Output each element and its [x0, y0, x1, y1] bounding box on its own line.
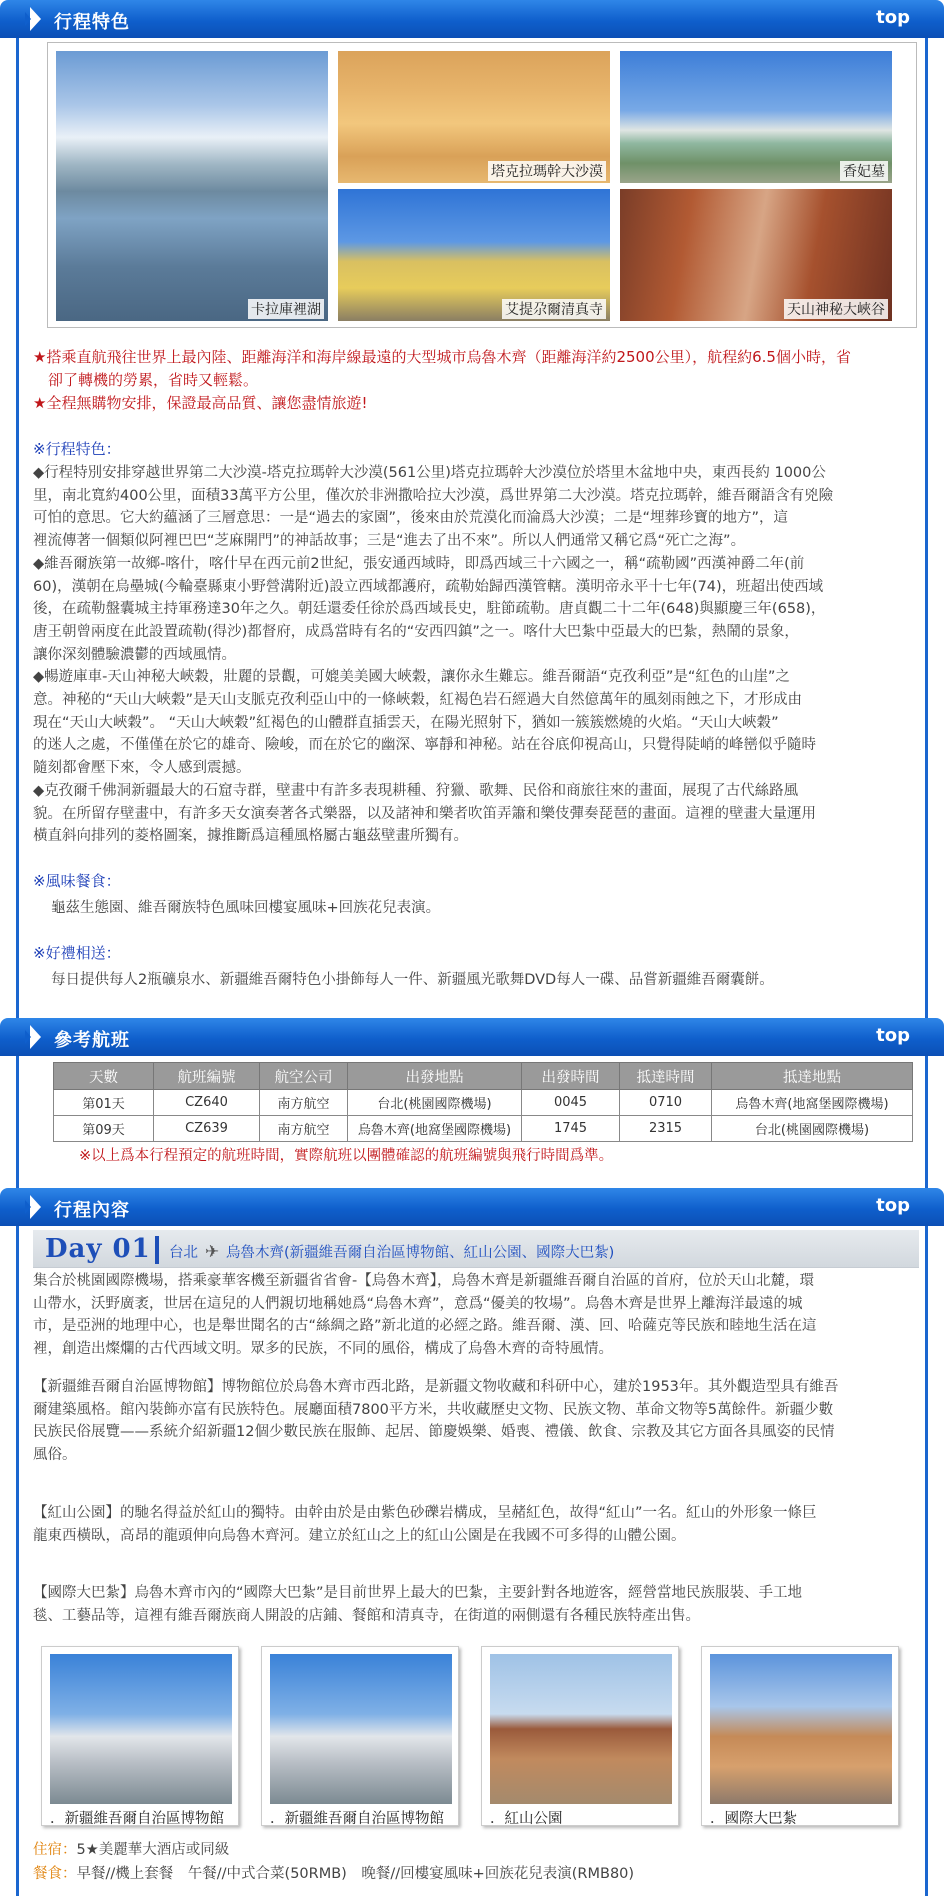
photo-tianshan-canyon: [620, 189, 892, 321]
column-header: 天數: [54, 1063, 154, 1090]
thumb-red-hill-park: [481, 1646, 679, 1826]
table-cell: 台北(桃園國際機場): [348, 1090, 522, 1116]
features-text-line: 唐王朝曾兩度在此設置疏勒(得沙)都督府，成爲當時有名的“安西四鎮”之一。喀什大巴紮中亞最大的巴紮，熱鬧的景象，: [33, 623, 799, 640]
features-text-line: 意。神秘的“天山大峽穀”是天山支脈克孜利亞山中的一條峽穀，紅褐色岩石經過大自然億萬年的風刻雨蝕之下，才形成由: [33, 692, 803, 709]
table-cell: 南方航空: [260, 1090, 348, 1116]
lodging-key: 住宿：: [33, 1842, 77, 1858]
day-paragraph: [33, 1270, 909, 1361]
features-text-line: 橫直斜向排列的菱格圖案，據推斷爲這種風格屬古龜茲壁畫所獨有。: [33, 828, 468, 845]
day-paragraph-line: 市，是亞洲的地理中心，也是舉世聞名的古“絲綢之路”新北道的必經之路。維吾爾、漢、回、哈薩克等民族和睦地生活在這: [33, 1318, 817, 1335]
column-header: 航班編號: [154, 1063, 260, 1090]
photo-idkah-mosque: [338, 189, 610, 321]
features-section-title: 行程特色: [54, 12, 130, 33]
features-text-line: ◆行程特別安排穿越世界第二大沙漠-塔克拉瑪幹大沙漠(561公里)塔克拉瑪幹大沙漠位於塔里木盆地中央，東西長約 1000公: [33, 465, 826, 481]
flights-section-title: 參考航班: [54, 1030, 130, 1051]
photo-caption: 香妃墓: [840, 161, 888, 181]
route-destination: 烏魯木齊(新疆維吾爾自治區博物館、紅山公園、國際大巴紮): [226, 1245, 615, 1261]
column-header: 抵達地點: [712, 1063, 913, 1090]
thumb-museum-front: [261, 1646, 459, 1826]
gift-text: 每日提供每人2瓶礦泉水、新疆維吾爾特色小掛飾每人一件、新疆風光歌舞DVD每人一碟、品嘗新疆維吾爾囊餅。: [51, 972, 774, 988]
day-paragraph-line: 【新疆維吾爾自治區博物館】博物館位於烏魯木齊市西北路，是新疆文物收藏和科研中心，建於1953年。其外觀造型具有維吾: [33, 1379, 839, 1395]
red-hill-photo: [490, 1654, 672, 1804]
day-paragraph-line: 裡，創造出燦爛的古代西域文明。眾多的民族，不同的風俗，構成了烏魯木齊的奇特風情。: [33, 1341, 613, 1358]
features-text-line: 60)，漢朝在烏壘城(今輪臺縣東小野營溝附近)設立西域都護府，疏勒始歸西漢管轄。漢明帝永平十七年(74)，班超出使西域: [33, 578, 824, 595]
museum-photo: [50, 1654, 232, 1804]
bazaar-photo: [710, 1654, 892, 1804]
table-cell: 烏魯木齊(地窩堡國際機場): [348, 1116, 522, 1142]
museum-front-photo: [270, 1654, 452, 1804]
lodging-value: 5★美麗華大酒店或同級: [76, 1842, 230, 1858]
day-paragraph-line: 風俗。: [33, 1447, 77, 1464]
itinerary-section-header: [0, 1188, 944, 1226]
flights-section-body: [16, 1056, 928, 1188]
day-paragraph-line: 山帶水，沃野廣袤，世居在這兒的人們親切地稱她爲“烏魯木齊”，意爲“優美的牧場”。烏魯木齊是世界上離海洋最遠的城: [33, 1295, 803, 1312]
airplane-icon: ✈: [204, 1242, 220, 1262]
features-section-header: [0, 0, 944, 38]
features-text-line: 讓你深刻體驗濃鬱的西域風情。: [33, 646, 236, 663]
photo-caption: 天山神秘大峽谷: [784, 299, 888, 319]
column-header: 出發地點: [348, 1063, 522, 1090]
table-cell: 0045: [522, 1090, 620, 1116]
features-text-line: 可怕的意思。它大約蘊涵了三層意思：一是“過去的家園”，後來由於荒漠化而淪爲大沙漠；二是“埋葬珍寶的地方”，這: [33, 510, 789, 527]
features-text-line: 隨刻都會壓下來，令人感到震撼。: [33, 760, 251, 777]
table-row: [54, 1090, 913, 1116]
highlight-line: ★全程無購物安排，保證最高品質、讓您盡情旅遊!: [33, 394, 368, 412]
column-header: 抵達時間: [620, 1063, 712, 1090]
day-separator: [155, 1236, 159, 1264]
table-cell: 0710: [620, 1090, 712, 1116]
features-text-line: 現在“天山大峽穀”。 “天山大峽穀”紅褐色的山體群直插雲天，在陽光照射下，猶如一簇簇燃燒的火焰。“天山大峽穀”: [33, 714, 779, 731]
day-paragraph: [33, 1582, 909, 1627]
chevron-right-icon: [30, 1195, 41, 1219]
table-cell: 第01天: [54, 1090, 154, 1116]
lodging-line: [33, 1838, 229, 1859]
back-to-top-link[interactable]: top: [876, 7, 910, 28]
food-heading: ※風味餐食：: [33, 872, 121, 890]
chevron-right-icon: [30, 7, 41, 31]
features-section-body: [16, 38, 928, 1018]
back-to-top-link[interactable]: top: [876, 1195, 910, 1216]
photo-karakul-lake: [56, 51, 328, 321]
photo-xiangfei-tomb: [620, 51, 892, 183]
thumb-label: ．紅山公園: [490, 1811, 563, 1827]
day-paragraph: [33, 1502, 909, 1547]
day-paragraph-line: 毯、工藝品等，這裡有維吾爾族商人開設的店鋪、餐館和清真寺，在街道的兩側還有各種民族特產出售。: [33, 1607, 700, 1624]
features-text-line: 後，在疏勒盤囊城主持軍務達30年之久。朝廷還委任徐於爲西域長史，駐節疏勒。唐貞觀二十二年(648)與顯慶三年(658)，: [33, 601, 826, 618]
meals-line: [33, 1862, 634, 1883]
photo-taklamakan-desert: [338, 51, 610, 183]
flight-note: ※以上爲本行程預定的航班時間，實際航班以團體確認的航班編號與飛行時間爲準。: [79, 1148, 614, 1164]
chevron-right-icon: [30, 1025, 41, 1049]
flight-table-header-row: [54, 1063, 913, 1090]
features-text-line: ◆克孜爾千佛洞新疆最大的石窟寺群，壁畫中有許多表現耕種、狩獵、歌舞、民俗和商旅往來的畫面，展現了古代絲路風: [33, 782, 799, 799]
features-text-line: ◆維吾爾族第一故鄉-喀什，喀什早在西元前2世紀，張安通西域時，即爲西域三十六國之一，稱“疏勒國”西漢神爵二年(前: [33, 555, 805, 572]
day-paragraph-line: 【紅山公園】的馳名得益於紅山的獨特。由幹由於是由紫色砂礫岩構成，呈赭紅色，故得“紅山”一名。紅山的外形象一條巨: [33, 1505, 817, 1521]
features-text-line: 裡流傳著一個類似阿裡巴巴“芝麻開門”的神話故事；三是“進去了出不來”。所以人們通常又稱它爲“死亡之海”。: [33, 533, 746, 550]
day-label: Day 01: [45, 1234, 151, 1264]
column-header: 出發時間: [522, 1063, 620, 1090]
table-cell: CZ639: [154, 1116, 260, 1142]
thumb-museum: [41, 1646, 239, 1826]
day-paragraph-line: 【國際大巴紮】烏魯木齊市內的“國際大巴紮”是目前世界上最大的巴紮，主要針對各地遊客，經營當地民族服裝、手工地: [33, 1585, 803, 1601]
features-text: [33, 462, 909, 848]
table-cell: 烏魯木齊(地窩堡國際機場): [712, 1090, 913, 1116]
features-heading: ※行程特色：: [33, 440, 121, 458]
day-paragraph-line: 爾建築風格。館內裝飾亦富有民族特色。展廳面積7800平方米，共收藏歷史文物、民族文物、革命文物等5萬餘件。新疆少數: [33, 1401, 834, 1418]
food-text: 龜茲生態園、維吾爾族特色風味回樓宴風味+回族花兒表演。: [51, 900, 441, 916]
column-header: 航空公司: [260, 1063, 348, 1090]
day-paragraph: [33, 1376, 909, 1467]
table-cell: 南方航空: [260, 1116, 348, 1142]
gift-heading: ※好禮相送：: [33, 944, 121, 962]
photo-collage: [47, 42, 917, 328]
meals-value: 早餐//機上套餐 午餐//中式合菜(50RMB) 晚餐//回樓宴風味+回族花兒表演(RMB80): [76, 1866, 635, 1882]
day-paragraph-line: 民族民俗展覽——系統介紹新疆12個少數民族在服飾、起居、節慶娛樂、婚喪、禮儀、飲食、宗教及其它方面各具風姿的民情: [33, 1424, 835, 1441]
features-text-line: 里，南北寬約400公里，面積33萬平方公里，僅次於非洲撒哈拉大沙漠，爲世界第二大沙漠。塔克拉瑪幹，維吾爾語含有兇險: [33, 487, 834, 504]
thumb-label: ．新疆維吾爾自治區博物館: [270, 1811, 444, 1827]
flights-section-header: [0, 1018, 944, 1056]
meals-key: 餐食：: [33, 1866, 77, 1882]
day-route: [169, 1241, 614, 1262]
table-cell: 2315: [620, 1116, 712, 1142]
thumb-label: ．新疆維吾爾自治區博物館: [50, 1811, 224, 1827]
features-text-line: 的迷人之處，不僅僅在於它的雄奇、險峻，而在於它的幽深、寧靜和神秘。站在谷底仰視高山，只覺得陡峭的峰巒似乎隨時: [33, 737, 816, 754]
photo-caption: 艾提尕爾清真寺: [502, 299, 606, 319]
table-cell: 台北(桃園國際機場): [712, 1116, 913, 1142]
highlight-line: ★搭乘直航飛往世界上最內陸、距離海洋和海岸線最遠的大型城市烏魯木齊（距離海洋約2500公里），航程約6.5個小時，省: [33, 348, 851, 366]
features-text-line: 貌。在所留存壁畫中，有許多天女演奏著各式樂器，以及諸神和樂者吹笛弄簫和樂伎彈奏琵琶的畫面。這裡的壁畫大量運用: [33, 805, 816, 822]
itinerary-section-body: [16, 1226, 928, 1896]
day-paragraph-line: 集合於桃園國際機場，搭乘豪華客機至新疆省省會-【烏魯木齊】，烏魯木齊是新疆維吾爾自治區的首府，位於天山北麓，環: [33, 1273, 814, 1289]
day-header-bar: [33, 1230, 919, 1268]
thumb-grand-bazaar: [701, 1646, 899, 1826]
itinerary-section-title: 行程內容: [54, 1200, 130, 1221]
back-to-top-link[interactable]: top: [876, 1025, 910, 1046]
table-cell: 1745: [522, 1116, 620, 1142]
route-origin: 台北: [169, 1245, 198, 1261]
table-row: [54, 1116, 913, 1142]
features-text-line: ◆暢遊庫車-天山神秘大峽穀，壯麗的景觀，可媲美美國大峽穀，讓你永生難忘。維吾爾語“克孜利亞”是“紅色的山崖”之: [33, 669, 790, 686]
thumb-label: ．國際大巴紮: [710, 1811, 797, 1827]
table-cell: CZ640: [154, 1090, 260, 1116]
flight-table: [53, 1062, 913, 1142]
photo-caption: 塔克拉瑪幹大沙漠: [488, 161, 606, 181]
day-paragraph-line: 龍東西橫臥，高昂的龍頭伸向烏魯木齊河。建立於紅山之上的紅山公園是在我國不可多得的山體公園。: [33, 1527, 686, 1544]
highlight-line: 卻了轉機的勞累，省時又輕鬆。: [33, 371, 259, 389]
table-cell: 第09天: [54, 1116, 154, 1142]
photo-caption: 卡拉庫裡湖: [248, 299, 324, 319]
